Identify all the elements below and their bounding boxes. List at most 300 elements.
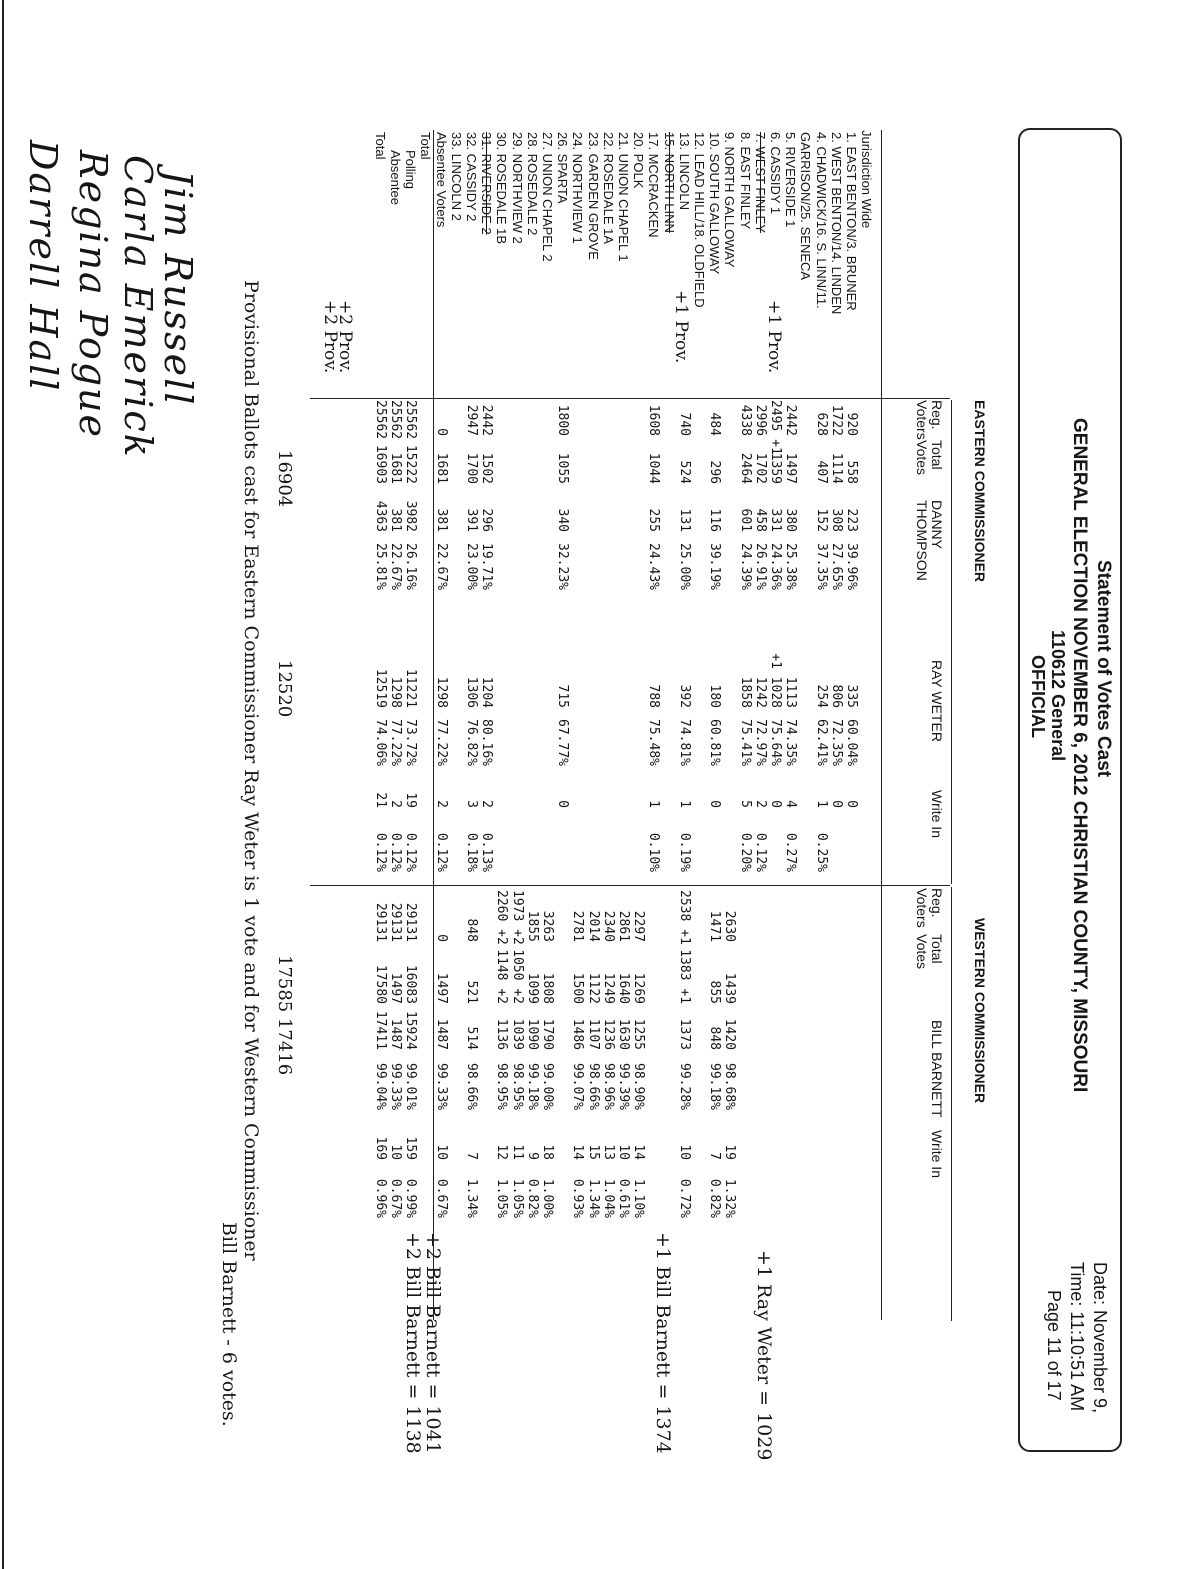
jurisdiction-row: 20. POLK (631, 132, 647, 189)
west-write-in-pct-cell: 1.04% (600, 1178, 616, 1218)
east-rows-divider (310, 398, 880, 399)
east-reg-voters-cell: 2442 (479, 404, 495, 436)
east-reg-voters-cell: 1722 (828, 404, 844, 436)
west-reg-voters-cell: 2538 +1 (676, 890, 692, 945)
east-write-in-votes-cell: 2 (752, 800, 768, 808)
ray-weter-votes-cell: +1 1028 (768, 653, 783, 708)
total-rule (433, 130, 434, 1320)
danny-thompson-votes-cell: 331 (768, 508, 783, 532)
west-write-in-header: Write In (929, 1130, 945, 1178)
east-total-votes-cell: 558 (844, 460, 859, 484)
jurisdiction-row: 30. ROSEDALE 1B (494, 132, 510, 244)
east-write-in-votes-cell: 2 (433, 800, 449, 808)
west-write-in-votes-cell: 169 (372, 1136, 388, 1160)
west-write-in-pct-cell: 1.00% (540, 1178, 555, 1218)
west-reg-voters-cell: 3263 (540, 910, 555, 942)
ray-weter-pct-cell: 75.64% (768, 719, 783, 766)
east-write-in-pct-cell: 0.20% (737, 832, 753, 872)
west-write-in-votes-cell: 10 (676, 1144, 692, 1160)
prov-note-cassidy: +1 Prov. (764, 300, 784, 374)
west-total-votes-cell: 855 (707, 980, 723, 1004)
danny-thompson-votes-cell: 255 (646, 508, 662, 532)
east-write-in-votes-cell: 1 (813, 800, 829, 808)
bill-barnett-pct-cell: 99.28% (676, 1063, 692, 1110)
east-total-votes-cell: 1497 (783, 452, 799, 484)
west-total-votes-header: Total Votes (914, 934, 945, 970)
note-bill-rosedale: +2 Bill Barnett = 1138 (402, 1232, 424, 1454)
east-total-votes-cell: 1055 (555, 452, 571, 484)
bill-barnett-votes-cell: 1090 (524, 1018, 540, 1050)
west-total-votes-cell: 1497 (388, 972, 403, 1004)
jurisdiction-row: 28. ROSEDALE 2 (524, 132, 540, 236)
bill-barnett-votes-cell: 514 (464, 1026, 479, 1050)
west-write-in-pct-cell: 1.05% (509, 1178, 525, 1218)
bill-barnett-pct-cell: 98.96% (600, 1063, 616, 1110)
west-write-in-votes-cell: 12 (494, 1144, 510, 1160)
danny-thompson-header: DANNY THOMPSON (914, 500, 945, 581)
west-write-in-pct-cell: 0.67% (433, 1178, 449, 1218)
bill-barnett-votes-cell: 1373 (676, 1018, 692, 1050)
west-write-in-pct-cell: 0.82% (524, 1178, 540, 1218)
bill-barnett-votes-cell: 848 (707, 1026, 723, 1050)
page-number: Page 11 of 17 (1044, 1290, 1064, 1401)
west-reg-voters-cell: 2340 (600, 910, 616, 942)
east-total-votes-cell: 1502 (479, 452, 495, 484)
bill-barnett-votes-cell: 1107 (585, 1018, 601, 1050)
east-total-votes-cell: 296 (707, 460, 723, 484)
danny-thompson-votes-cell: 340 (555, 508, 571, 532)
east-write-in-pct-cell: 0.27% (783, 832, 799, 872)
bill-barnett-votes-cell: 17411 (372, 1010, 388, 1050)
ray-weter-pct-cell: 60.81% (707, 719, 723, 766)
east-write-in-votes-cell: 1 (646, 800, 662, 808)
note-bill-northview: +2 Bill Barnett = 1041 (422, 1232, 444, 1454)
west-write-in-votes-cell: 10 (388, 1144, 403, 1160)
bill-barnett-pct-cell: 99.01% (403, 1063, 419, 1110)
danny-thompson-pct-cell: 26.16% (403, 543, 419, 590)
ray-weter-pct-cell: 75.48% (646, 719, 662, 766)
east-reg-voters-cell: 25562 (372, 400, 388, 440)
west-total-votes-cell: 1439 (722, 972, 738, 1004)
west-write-in-votes-cell: 7 (464, 1152, 479, 1160)
east-reg-voters-cell: 1800 (555, 404, 571, 436)
east-total-votes-cell: 1702 (752, 452, 768, 484)
east-total-votes-cell: 524 (676, 460, 692, 484)
signature-4: Darrell Hall (21, 140, 65, 393)
header-rule (881, 130, 882, 1320)
east-total-votes-cell: 1114 (828, 452, 844, 484)
bill-barnett-votes-cell: 1790 (540, 1018, 555, 1050)
bill-barnett-pct-cell: 99.39% (616, 1063, 631, 1110)
west-write-in-pct-cell: 1.34% (585, 1178, 601, 1218)
east-write-in-pct-cell: 0.18% (464, 832, 479, 872)
west-total-votes-cell: 1249 (600, 972, 616, 1004)
east-write-in-votes-cell: 1 (676, 800, 692, 808)
ray-weter-votes-cell: 1113 (783, 676, 799, 708)
ray-weter-votes-cell: 392 (676, 684, 692, 708)
west-write-in-votes-cell: 18 (540, 1144, 555, 1160)
ray-weter-pct-cell: 77.22% (388, 719, 403, 766)
west-total-votes-cell: 1269 (631, 972, 647, 1004)
ray-weter-pct-cell: 80.16% (479, 719, 495, 766)
bill-barnett-pct-cell: 99.04% (372, 1063, 388, 1110)
prov-note-rosedale: +2 Prov. (320, 300, 340, 374)
ray-weter-pct-cell: 76.82% (464, 719, 479, 766)
jurisdiction-row: 27. UNION CHAPEL 2 (540, 132, 555, 262)
west-reg-voters-cell: 2861 (616, 910, 631, 942)
bill-barnett-pct-cell: 98.90% (631, 1063, 647, 1110)
east-write-in-votes-cell: 0 (844, 800, 859, 808)
jurisdiction-row: 23. GARDEN GROVE (585, 132, 601, 260)
bill-barnett-pct-cell: 99.33% (388, 1063, 403, 1110)
bill-barnett-pct-cell: 98.66% (585, 1063, 601, 1110)
ray-weter-votes-cell: 806 (828, 684, 844, 708)
ray-weter-votes-cell: 1306 (464, 676, 479, 708)
jurisdiction-row: 6. CASSIDY 1 (768, 132, 783, 215)
jurisdiction-row: 12. LEAD HILL/18. OLDFIELD (692, 132, 707, 308)
west-write-in-votes-cell: 9 (524, 1152, 540, 1160)
ray-weter-votes-cell: 335 (844, 684, 859, 708)
jurisdiction-row: 4. CHADWICK/16. S. LINN/11. (813, 132, 829, 309)
jurisdiction-row: 31. RIVERSIDE 2 (479, 132, 495, 235)
west-write-in-pct-cell: 0.72% (676, 1178, 692, 1218)
west-reg-voters-cell: 2260 +2 (494, 890, 510, 945)
west-write-in-pct-cell: 1.05% (494, 1178, 510, 1218)
bill-barnett-votes-cell: 1486 (570, 1018, 586, 1050)
west-write-in-pct-cell: 0.82% (707, 1178, 723, 1218)
west-reg-voters-cell: 1471 (707, 910, 723, 942)
west-total-votes-cell: 1122 (585, 972, 601, 1004)
ray-weter-pct-cell: 75.41% (737, 719, 753, 766)
west-total-votes-cell: 1148 +2 (494, 949, 510, 1004)
east-reg-voters-cell: 1608 (646, 404, 662, 436)
danny-thompson-pct-cell: 39.19% (707, 543, 723, 590)
jurisdiction-row: 17. MCCRACKEN (646, 132, 662, 238)
danny-thompson-pct-cell: 39.96% (844, 543, 859, 590)
east-write-in-pct-cell: 0.12% (388, 832, 403, 872)
ray-weter-votes-cell: 788 (646, 684, 662, 708)
signature-3: Regina Pogue (71, 150, 115, 439)
ray-weter-pct-cell: 72.97% (752, 719, 768, 766)
west-write-in-pct-cell: 0.99% (403, 1178, 419, 1218)
west-total-votes-cell: 1050 +2 (509, 949, 525, 1004)
danny-thompson-pct-cell: 22.67% (388, 543, 403, 590)
ray-weter-votes-cell: 1242 (752, 676, 768, 708)
ray-weter-votes-cell: 254 (813, 684, 829, 708)
danny-thompson-votes-cell: 381 (433, 508, 449, 532)
bill-barnett-votes-cell: 1039 (509, 1018, 525, 1050)
west-total-votes-cell: 1383 +1 (676, 949, 692, 1004)
jurisdiction-row: Polling (403, 150, 419, 190)
west-write-in-pct-cell: 0.93% (570, 1178, 586, 1218)
ray-weter-pct-cell: 72.35% (828, 719, 844, 766)
west-write-in-votes-cell: 10 (433, 1144, 449, 1160)
ray-weter-pct-cell: 73.72% (403, 719, 419, 766)
east-write-in-votes-cell: 0 (707, 800, 723, 808)
jurisdiction-row: 26. SPARTA (555, 132, 571, 204)
provisional-note-line2: Bill Barnett - 6 votes. (218, 1222, 240, 1427)
west-reg-voters-cell: 2297 (631, 910, 647, 942)
provisional-note-line1: Provisional Ballots cast for Eastern Commissioner Ray Weter is 1 vote and for Western Commissioner (240, 280, 262, 1261)
danny-thompson-pct-cell: 25.81% (372, 543, 388, 590)
ray-weter-votes-cell: 180 (707, 684, 723, 708)
bottom-edge-line (2, 0, 4, 1569)
bill-barnett-pct-cell: 98.95% (494, 1063, 510, 1110)
bill-barnett-votes-cell: 1630 (616, 1018, 631, 1050)
west-reg-voters-cell: 848 (464, 918, 479, 942)
east-write-in-pct-cell: 0.25% (813, 832, 829, 872)
danny-thompson-pct-cell: 24.43% (646, 543, 662, 590)
election-subtitle: GENERAL ELECTION NOVEMBER 6, 2012 CHRISTIAN COUNTY, MISSOURI (1069, 418, 1090, 1093)
bill-barnett-votes-cell: 1487 (388, 1018, 403, 1050)
signature-2: Carla Emerick (116, 155, 160, 459)
bill-barnett-pct-cell: 98.68% (722, 1063, 738, 1110)
election-code: 110612 General (1048, 630, 1068, 762)
west-reg-voters-cell: 2014 (585, 910, 601, 942)
ray-weter-pct-cell: 67.77% (555, 719, 571, 766)
danny-thompson-pct-cell: 22.67% (433, 543, 449, 590)
report-time: Time: 11:10:51 AM (1067, 1262, 1087, 1412)
danny-thompson-votes-cell: 4363 (372, 500, 388, 532)
east-write-in-pct-cell: 0.19% (676, 832, 692, 872)
ray-weter-votes-cell: 11221 (403, 668, 419, 708)
danny-thompson-votes-cell: 458 (752, 508, 768, 532)
east-reg-voters-cell: 484 (707, 412, 723, 436)
bill-barnett-votes-cell: 1487 (433, 1018, 449, 1050)
east-write-in-votes-cell: 21 (372, 792, 388, 808)
west-reg-voters-cell: 2781 (570, 910, 586, 942)
danny-thompson-pct-cell: 37.35% (813, 543, 829, 590)
west-total-votes-cell: 521 (464, 980, 479, 1004)
west-total-votes-cell: 17580 (372, 964, 388, 1004)
danny-thompson-votes-cell: 3982 (403, 500, 419, 532)
east-reg-voters-header: Reg. Voters (914, 400, 945, 440)
east-write-in-pct-cell: 0.12% (752, 832, 768, 872)
danny-thompson-votes-cell: 131 (676, 508, 692, 532)
east-total-votes-cell: 16903 (372, 444, 388, 484)
west-total-votes-cell: 16083 (403, 964, 419, 1004)
danny-thompson-pct-cell: 24.39% (737, 543, 753, 590)
jurisdiction-row: 9. NORTH GALLOWAY (722, 132, 738, 268)
east-reg-voters-cell: 25562 (403, 400, 419, 440)
ray-weter-pct-cell: 74.81% (676, 719, 692, 766)
bill-barnett-pct-cell: 98.66% (464, 1063, 479, 1110)
east-total-votes-cell: 15222 (403, 444, 419, 484)
danny-thompson-pct-cell: 32.23% (555, 543, 571, 590)
east-write-in-votes-cell: 3 (464, 800, 479, 808)
west-section-rule (951, 887, 952, 1321)
west-reg-voters-cell: 1855 (524, 910, 540, 942)
west-total-correction: 17585 17416 (274, 955, 295, 1076)
east-total-votes-cell: 2464 (737, 452, 753, 484)
east-write-in-pct-cell: 0.12% (403, 832, 419, 872)
east-west-divider (880, 885, 950, 886)
danny-thompson-pct-cell: 27.65% (828, 543, 844, 590)
east-reg-voters-cell: 2495 +1 (768, 400, 783, 455)
east-total-votes-cell: 407 (813, 460, 829, 484)
bill-barnett-votes-cell: 1136 (494, 1018, 510, 1050)
east-total-votes-cell: 1681 (433, 452, 449, 484)
jurisdiction-row: 7. WEST FINLEY (752, 132, 768, 233)
danny-thompson-votes-cell: 296 (479, 508, 495, 532)
jurisdiction-row: 24. NORTHVIEW 1 (570, 132, 586, 244)
east-write-in-votes-cell: 0 (768, 800, 783, 808)
east-write-in-pct-cell: 0.13% (479, 832, 495, 872)
west-total-votes-cell: 1500 (570, 972, 586, 1004)
jurisdiction-row: Absentee (388, 150, 403, 205)
east-write-in-votes-cell: 5 (737, 800, 753, 808)
jurisdiction-row: 10. SOUTH GALLOWAY (707, 132, 723, 275)
east-total-votes-cell: 1044 (646, 452, 662, 484)
west-total-votes-cell: 1808 (540, 972, 555, 1004)
ray-weter-pct-cell: 60.04% (844, 719, 859, 766)
west-write-in-votes-cell: 7 (707, 1152, 723, 1160)
danny-thompson-pct-cell: 24.36% (768, 543, 783, 590)
west-write-in-pct-cell: 1.32% (722, 1178, 738, 1218)
bill-barnett-header: BILL BARNETT (929, 1020, 945, 1118)
ray-weter-pct-cell: 77.22% (433, 719, 449, 766)
ray-weter-correction: 12520 (274, 660, 295, 718)
danny-thompson-votes-cell: 223 (844, 508, 859, 532)
east-write-in-votes-cell: 2 (479, 800, 495, 808)
east-total-votes-header: Total Votes (914, 440, 945, 476)
danny-thompson-pct-cell: 25.38% (783, 543, 799, 590)
west-write-in-votes-cell: 14 (570, 1144, 586, 1160)
danny-thompson-pct-cell: 25.00% (676, 543, 692, 590)
east-write-in-votes-cell: 0 (828, 800, 844, 808)
east-reg-voters-cell: 0 (433, 428, 449, 436)
bill-barnett-pct-cell: 99.18% (707, 1063, 723, 1110)
bill-barnett-pct-cell: 99.18% (524, 1063, 540, 1110)
west-total-votes-cell: 1640 (616, 972, 631, 1004)
bill-barnett-pct-cell: 99.00% (540, 1063, 555, 1110)
west-write-in-votes-cell: 15 (585, 1144, 601, 1160)
danny-thompson-votes-cell: 380 (783, 508, 799, 532)
west-reg-voters-cell: 29131 (372, 902, 388, 942)
west-reg-voters-cell: 2630 (722, 910, 738, 942)
note-bill-lincoln: +1 Bill Barnett = 1374 (652, 1232, 674, 1454)
jurisdiction-divider (880, 398, 950, 399)
prov-note-northview: +2 Prov. (335, 300, 355, 374)
danny-thompson-votes-cell: 116 (707, 508, 723, 532)
jurisdiction-row: 5. RIVERSIDE 1 (783, 132, 799, 228)
jurisdiction-row: Total (372, 132, 388, 160)
jurisdiction-row: GARRISON/25. SENECA (798, 132, 814, 281)
east-write-in-pct-cell: 0.12% (433, 832, 449, 872)
bill-barnett-votes-cell: 1236 (600, 1018, 616, 1050)
east-write-in-votes-cell: 19 (403, 792, 419, 808)
bill-barnett-votes-cell: 15924 (403, 1010, 419, 1050)
jurisdiction-row: 1. EAST BENTON/3. BRUNER (844, 132, 859, 311)
bill-barnett-pct-cell: 98.95% (509, 1063, 525, 1110)
bill-barnett-votes-cell: 1255 (631, 1018, 647, 1050)
ray-weter-pct-cell: 74.35% (783, 719, 799, 766)
note-ray-weter: +1 Ray Weter = 1029 (753, 1250, 775, 1461)
jurisdiction-row: 8. EAST FINLEY (737, 132, 753, 230)
danny-thompson-votes-cell: 391 (464, 508, 479, 532)
bill-barnett-votes-cell: 1420 (722, 1018, 738, 1050)
west-write-in-pct-cell: 0.96% (372, 1178, 388, 1218)
document-title: Statement of Votes Cast (1093, 560, 1114, 778)
ray-weter-votes-cell: 12519 (372, 668, 388, 708)
east-reg-voters-cell: 4338 (737, 404, 753, 436)
east-total-votes-cell: 1359 (768, 452, 783, 484)
signature-1: Jim Russell (156, 170, 200, 407)
jurisdiction-row: 13. LINCOLN (676, 132, 692, 211)
east-reg-voters-cell: 25562 (388, 400, 403, 440)
danny-thompson-pct-cell: 19.71% (479, 543, 495, 590)
east-reg-voters-cell: 2996 (752, 404, 768, 436)
danny-thompson-votes-cell: 308 (828, 508, 844, 532)
ray-weter-votes-cell: 1204 (479, 676, 495, 708)
west-reg-voters-cell: 29131 (388, 902, 403, 942)
west-write-in-votes-cell: 11 (509, 1144, 525, 1160)
jurisdiction-row: Absentee Voters (433, 132, 449, 228)
east-reg-voters-cell: 920 (844, 412, 859, 436)
east-reg-voters-cell: 2947 (464, 404, 479, 436)
danny-thompson-pct-cell: 23.00% (464, 543, 479, 590)
east-total-votes-cell: 1681 (388, 452, 403, 484)
jurisdiction-row: 2. WEST BENTON/14. LINDEN (828, 132, 844, 315)
east-write-in-header: Write In (929, 790, 945, 838)
west-write-in-pct-cell: 0.67% (388, 1178, 403, 1218)
east-write-in-pct-cell: 0.12% (372, 832, 388, 872)
bill-barnett-pct-cell: 99.07% (570, 1063, 586, 1110)
jurisdiction-row: 32. CASSIDY 2 (464, 132, 479, 222)
east-reg-voters-cell: 740 (676, 412, 692, 436)
east-reg-voters-cell: 628 (813, 412, 829, 436)
east-write-in-votes-cell: 0 (555, 800, 571, 808)
danny-thompson-pct-cell: 26.91% (752, 543, 768, 590)
west-write-in-votes-cell: 10 (616, 1144, 631, 1160)
ray-weter-pct-cell: 62.41% (813, 719, 829, 766)
west-total-votes-cell: 1497 (433, 972, 449, 1004)
totals-divider (310, 885, 880, 886)
west-write-in-votes-cell: 159 (403, 1136, 419, 1160)
jurisdiction-wide-header: Jurisdiction Wide (859, 130, 874, 229)
west-write-in-pct-cell: 1.34% (464, 1178, 479, 1218)
east-write-in-votes-cell: 4 (783, 800, 799, 808)
west-write-in-pct-cell: 0.61% (616, 1178, 631, 1218)
west-write-in-pct-cell: 1.10% (631, 1178, 647, 1218)
jurisdiction-row: 29. NORTHVIEW 2 (509, 132, 525, 244)
report-date: Date: November 9, (1090, 1262, 1110, 1414)
ray-weter-pct-cell: 74.06% (372, 719, 388, 766)
ray-weter-votes-cell: 1298 (388, 676, 403, 708)
west-write-in-votes-cell: 13 (600, 1144, 616, 1160)
east-write-in-pct-cell: 0.10% (646, 832, 662, 872)
east-section-rule (951, 400, 952, 884)
ray-weter-votes-cell: 1298 (433, 676, 449, 708)
danny-thompson-votes-cell: 601 (737, 508, 753, 532)
jurisdiction-row: Total (418, 132, 434, 160)
east-reg-voters-cell: 2442 (783, 404, 799, 436)
west-write-in-votes-cell: 19 (722, 1144, 738, 1160)
west-reg-voters-header: Reg. Voters (914, 888, 945, 928)
east-write-in-votes-cell: 2 (388, 800, 403, 808)
west-reg-voters-cell: 1973 +2 (509, 890, 525, 945)
jurisdiction-row: 33. LINCOLN 2 (448, 132, 464, 221)
west-reg-voters-cell: 29131 (403, 902, 419, 942)
eastern-commissioner-title: EASTERN COMMISSIONER (972, 400, 988, 583)
west-reg-voters-cell: 0 (433, 934, 449, 942)
prov-note-lincoln: +1 Prov. (671, 290, 691, 364)
east-total-correction: 16904 (274, 450, 295, 508)
jurisdiction-row: 15. NORTH LINN (661, 132, 677, 233)
west-write-in-votes-cell: 14 (631, 1144, 647, 1160)
ray-weter-header: RAY WETER (929, 660, 945, 742)
danny-thompson-votes-cell: 381 (388, 508, 403, 532)
